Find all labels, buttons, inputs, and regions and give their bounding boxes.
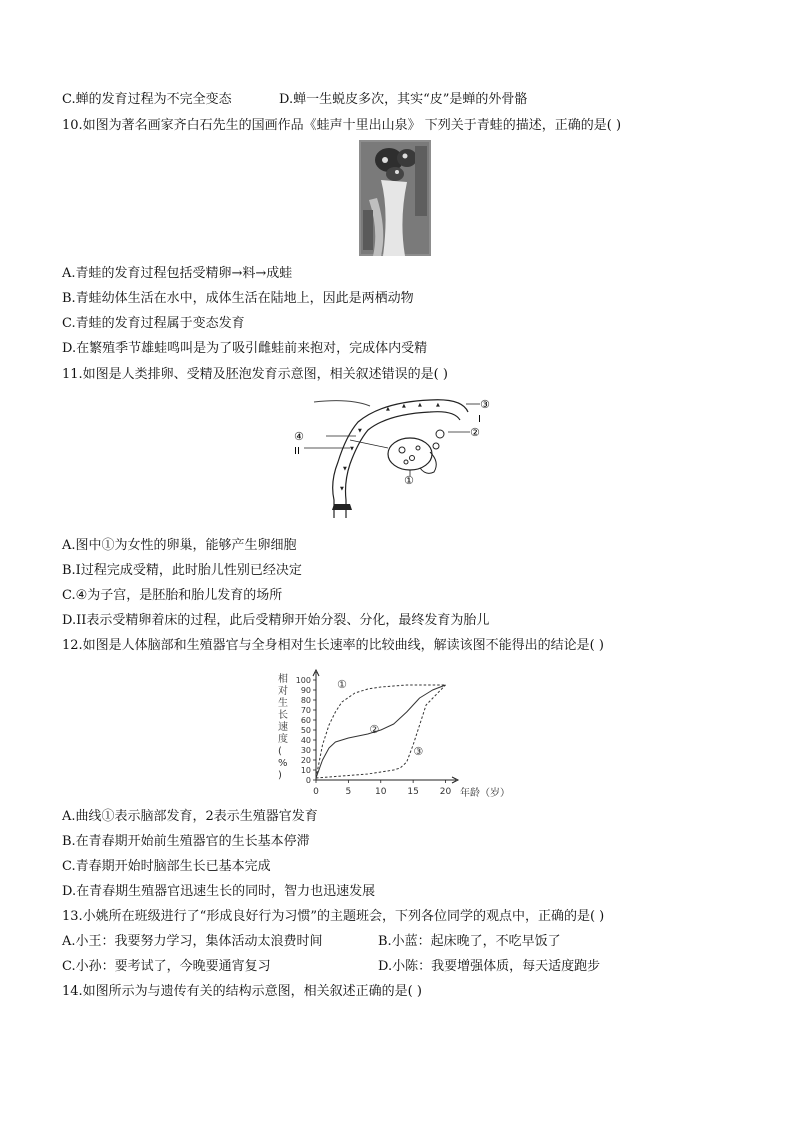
label-I: I	[478, 414, 481, 425]
q13-option-b: B.小蓝：起床晚了，不吃早饭了	[378, 934, 561, 949]
y-tick-label: 80	[300, 696, 311, 705]
q12-growth-chart	[268, 668, 518, 804]
y-axis-label-char: )	[278, 770, 282, 781]
y-axis-label-char: (	[278, 746, 282, 757]
svg-text:▼: ▼	[343, 466, 347, 472]
y-axis-label-char: 长	[278, 710, 288, 721]
q12-option-a: A.曲线①表示脑部发育，2表示生殖器官发育	[62, 809, 318, 824]
y-tick-label: 40	[300, 736, 311, 745]
x-tick-label: 10	[375, 787, 387, 797]
y-tick-label: 10	[300, 766, 311, 775]
q13-option-c: C.小孙：要考试了，今晚要通宵复习	[62, 959, 271, 974]
q10-option-d: D.在繁殖季节雄蛙鸣叫是为了吸引雌蛙前来抱对，完成体内受精	[62, 341, 428, 356]
y-axis-label-char: 相	[278, 674, 288, 685]
q11-option-b: B.I过程完成受精，此时胎儿性别已经决定	[62, 563, 302, 578]
label-4: ④	[294, 430, 304, 443]
y-tick-label: 20	[300, 756, 311, 765]
q10-option-c: C.青蛙的发育过程属于变态发育	[62, 316, 245, 331]
q11-stem: 11.如图是人类排卵、受精及胚泡发育示意图，相关叙述错误的是( )	[62, 367, 448, 382]
x-axis-label: 年龄（岁）	[460, 788, 510, 799]
y-axis-label	[278, 672, 288, 781]
q10-stem: 10.如图为著名画家齐白石先生的国画作品《蛙声十里出山泉》 下列关于青蛙的描述，正确的是( )	[62, 118, 622, 133]
q9-option-d: D.蝉一生蜕皮多次，其实“皮”是蝉的外骨骼	[279, 92, 528, 107]
q12-option-d: D.在青春期生殖器官迅速生长的同时，智力也迅速发展	[62, 884, 376, 899]
q11-option-a: A.图中①为女性的卵巢，能够产生卵细胞	[62, 538, 297, 553]
y-axis-label-char: 速	[278, 722, 288, 733]
y-tick-label: 30	[300, 746, 311, 755]
x-tick-label: 0	[313, 787, 319, 797]
svg-text:▼: ▼	[358, 428, 362, 434]
q13-option-d: D.小陈：我要增强体质，每天适度跑步	[378, 959, 601, 974]
svg-text:▼: ▼	[340, 486, 344, 492]
series-label-1: ①	[336, 678, 347, 691]
label-2: ②	[470, 426, 480, 439]
y-tick-label: 70	[300, 706, 311, 715]
svg-text:▼: ▼	[350, 446, 354, 452]
svg-text:▲: ▲	[386, 406, 390, 412]
svg-text:▲: ▲	[436, 402, 440, 408]
q13-option-a: A.小王：我要努力学习，集体活动太浪费时间	[62, 934, 323, 949]
series-line-3	[316, 685, 446, 778]
q13-stem: 13.小姚所在班级进行了“形成良好行为习惯”的主题班会，下列各位同学的观点中，正确的是( )	[62, 909, 605, 924]
q11-reproductive-diagram	[290, 392, 500, 524]
y-tick-label: 60	[300, 716, 311, 725]
x-tick-label: 20	[439, 787, 452, 797]
x-tick-label: 15	[407, 787, 419, 797]
series-line-2	[316, 685, 446, 778]
y-axis-label-char: 度	[278, 734, 288, 745]
label-1: ①	[404, 474, 414, 487]
y-axis-label-char: 生	[278, 698, 288, 709]
y-axis-label-char: %	[278, 758, 288, 769]
q9-option-c: C.蝉的发育过程为不完全变态	[62, 92, 232, 107]
q10-frog-painting	[359, 140, 431, 256]
svg-text:▲: ▲	[402, 403, 406, 409]
label-3: ③	[480, 398, 490, 411]
q11-option-c: C.④为子宫，是胚胎和胎儿发育的场所	[62, 588, 283, 603]
q10-option-a: A.青蛙的发育过程包括受精卵→料→成蛙	[62, 266, 293, 281]
y-tick-label: 100	[295, 676, 311, 685]
y-tick-label: 0	[305, 776, 311, 785]
series-label-3: ③	[413, 745, 424, 758]
x-tick-label: 5	[345, 787, 352, 797]
q11-option-d: D.II表示受精卵着床的过程，此后受精卵开始分裂、分化，最终发育为胎儿	[62, 613, 490, 628]
svg-text:▲: ▲	[418, 402, 422, 408]
y-tick-label: 90	[300, 686, 311, 695]
y-tick-label: 50	[300, 726, 311, 735]
q12-stem: 12.如图是人体脑部和生殖器官与全身相对生长速率的比较曲线，解读该图不能得出的结论是( )	[62, 638, 604, 653]
q14-stem: 14.如图所示为与遗传有关的结构示意图，相关叙述正确的是( )	[62, 984, 422, 999]
label-II: II	[294, 446, 300, 457]
q12-option-b: B.在青春期开始前生殖器官的生长基本停滞	[62, 834, 310, 849]
series-line-1	[316, 685, 446, 778]
q10-option-b: B.青蛙幼体生活在水中，成体生活在陆地上，因此是两栖动物	[62, 291, 414, 306]
y-axis-label-char: 对	[278, 686, 288, 697]
q12-option-c: C.青春期开始时脑部生长已基本完成	[62, 859, 271, 874]
series-label-2: ②	[369, 723, 380, 736]
